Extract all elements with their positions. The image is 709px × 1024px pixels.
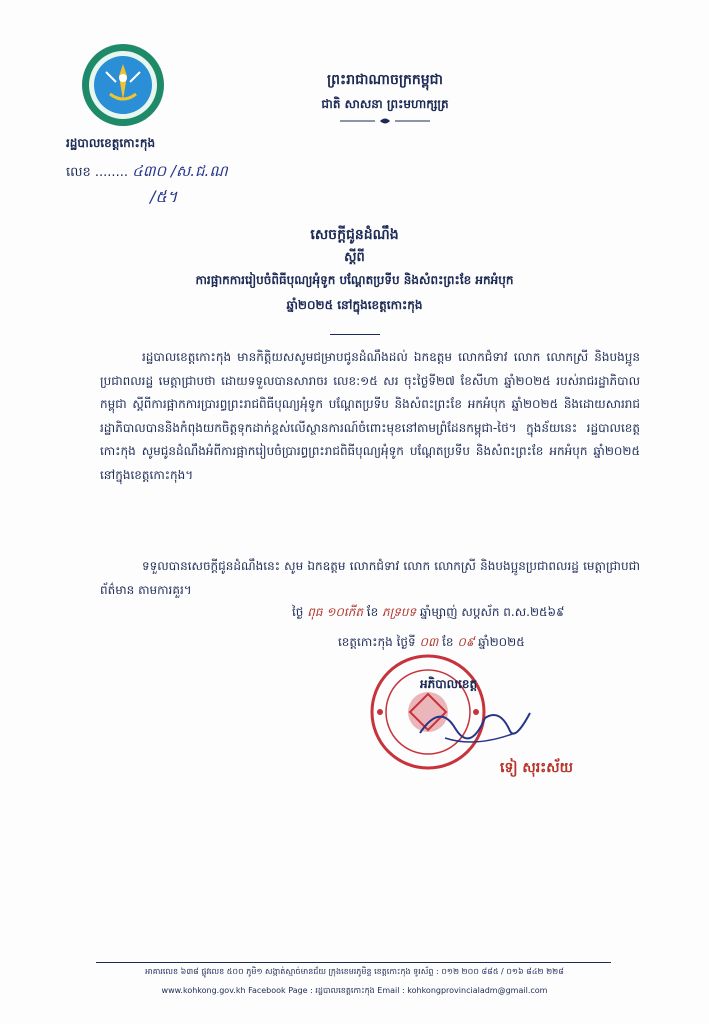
lunar-date-line [292, 604, 565, 622]
solar-month-handwritten: ០៩ [457, 635, 475, 649]
footer-address: អាគារលេខ ៦៣៨ ផ្លូវលេខ ៥០០ ភូមិ១ សង្កាត់ស្មាច់មានជ័យ ក្រុងខេមរភូមិន្ទ ខេត្តកោះកុង ទូរស័ព្ទ : ០១២ ២០០ ៨៨៥ / ០១៦ ៨៤២ ២២៨ [145, 967, 564, 976]
body-paragraph-2: ទទួលបានសេចក្ដីជូនដំណឹងនេះ សូម ឯកឧត្តម លោកជំទាវ លោក លោកស្រី និងបងប្អូនប្រជាពលរដ្ឋ មេត្តាជ្រាបជាព័ត៌មាន តាមការគួរ។ [100, 559, 640, 597]
solar-month-label: ខែ [442, 635, 454, 649]
solar-date-prefix: ខេត្តកោះកុង ថ្ងៃទី [338, 635, 416, 649]
document-subject-label: ស្ដីពី [344, 250, 365, 265]
solar-day-handwritten: ០៣ [419, 635, 439, 649]
lunar-month-handwritten: ភទ្របទ [382, 605, 417, 619]
organization-name: រដ្ឋបាលខេត្តកោះកុង [66, 136, 156, 150]
lunar-date-handwritten: ពុធ ១០កើត [307, 605, 363, 619]
handwritten-signature [415, 693, 535, 753]
signatory-title: អភិបាលខេត្ត [420, 677, 478, 691]
solar-year: ឆ្នាំ២០២៥ [478, 635, 525, 649]
title-separator [330, 334, 380, 335]
provincial-seal-logo [80, 42, 166, 128]
document-subject: ការផ្អាកការរៀបចំពិធីបុណ្យអុំទូក បណ្ដែតប្រទីប និងសំពះព្រះខែ អកអំបុក [195, 273, 514, 287]
document-title: សេចក្ដីជូនដំណឹង [310, 227, 399, 243]
footer-divider [96, 962, 611, 963]
lunar-date-rest: ឆ្នាំម្សាញ់ សប្តស័ក ព.ស.២៥៦៩ [419, 605, 565, 619]
motto-ornament [340, 116, 430, 126]
kingdom-heading: ព្រះរាជាណាចក្រកម្ពុជា [326, 72, 443, 88]
lunar-date-prefix: ថ្ងៃ [292, 605, 304, 619]
reference-handwritten-extra: /៥។ [150, 187, 178, 206]
signer-name: ទៀ សុរះស័យ [500, 760, 573, 776]
footer-contacts: www.kohkong.gov.kh Facebook Page : រដ្ឋបាលខេត្តកោះកុង Email : kohkongprovincialadm@gmail.com [161, 986, 548, 995]
reference-label: លេខ [66, 165, 91, 180]
national-motto: ជាតិ សាសនា ព្រះមហាក្សត្រ [321, 97, 449, 111]
document-subject-year: ឆ្នាំ២០២៥ នៅក្នុងខេត្តកោះកុង [286, 298, 423, 312]
reference-handwritten: ៤៣០ /ស.ជ.ណ [132, 162, 228, 180]
body-paragraph-1: រដ្ឋបាលខេត្តកោះកុង មានកិត្តិយសសូមជម្រាបជូនដំណឹងដល់ ឯកឧត្តម លោកជំទាវ លោក លោកស្រី និងបងប្អូនប្រជាពលរដ្ឋ មេត្តាជ្រាបថា ដោយទទួលបានសារាចរ លេខ:១៥ សរ ចុះថ្ងៃទី២៧ ខែសីហា ឆ្នាំ២០២៥ របស់រាជរដ្ឋាភិបាលកម្ពុជា ស្ដីពីការផ្អាកការប្រារព្ធព្រះរាជពិធីបុណ្យអុំទូក បណ្ដែតប្រទីប និងសំពះព្រះខែ អកអំបុក ឆ្នាំ២០២៥ និងដោយសាររាជរដ្ឋាភិបាលបាននិងកំពុងយកចិត្តទុកដាក់ខ្ពស់លើស្ថានការណ៍ចំពោះមុខនៅតាមព្រំដែនកម្ពុជា-ថៃ។ ក្នុងន័យនេះ រដ្ឋបាលខេត្តកោះកុង សូមជូនដំណឹងអំពីការផ្អាករៀបចំប្រារព្ធព្រះរាជពិធីបុណ្យអុំទូក បណ្ដែតប្រទីប និងសំពះព្រះខែ អកអំបុក ឆ្នាំ២០២៥ នៅក្នុងខេត្តកោះកុង។ [100, 350, 640, 482]
lunar-month-label: ខែ [366, 605, 379, 619]
reference-number: លេខ ........ ៤៣០ /ស.ជ.ណ [66, 162, 228, 180]
